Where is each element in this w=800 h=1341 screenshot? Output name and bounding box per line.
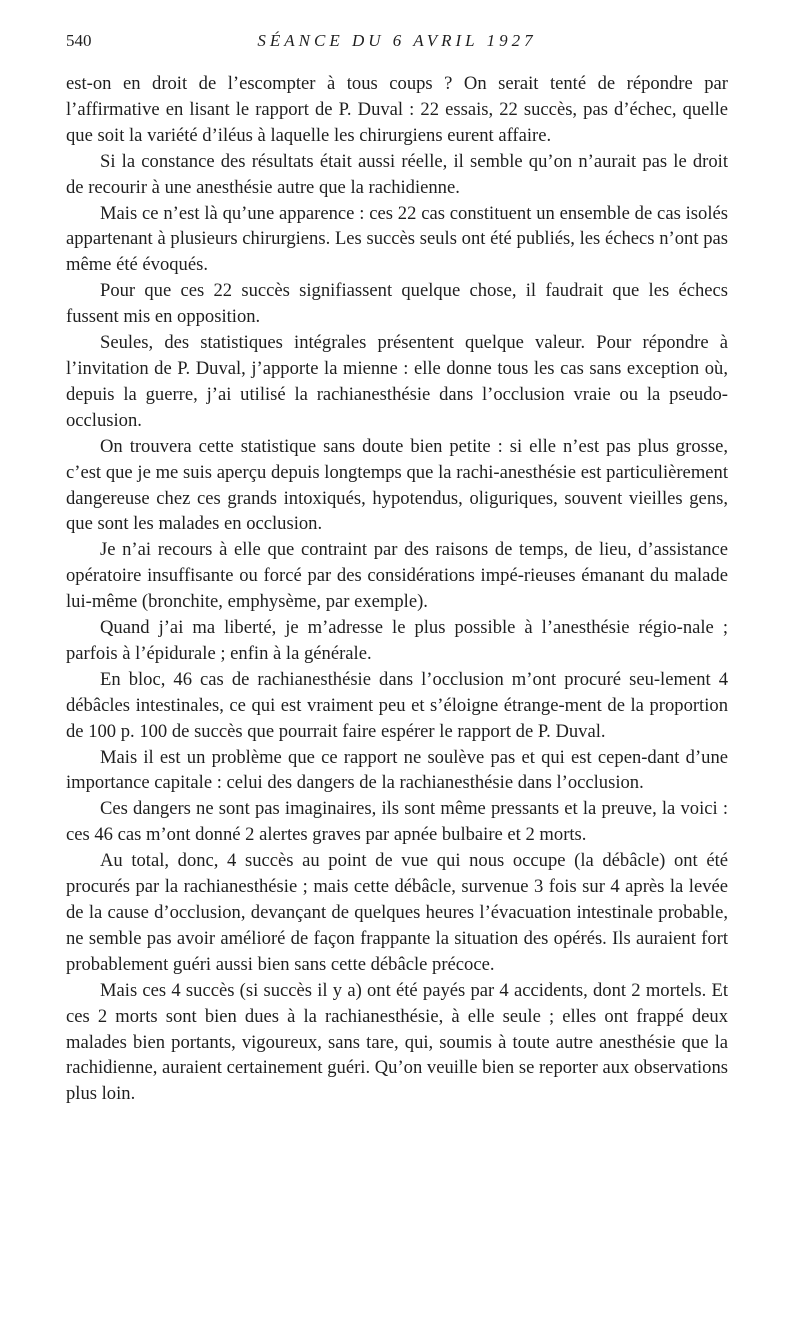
paragraph: Si la constance des résultats était aussi réelle, il semble qu’on n’aurait pas le droit de recourir à une anesthésie autre que la rachidienne. bbox=[66, 150, 728, 198]
page-header bbox=[66, 29, 728, 53]
paragraph-continuation: est-on en droit de l’escompter à tous coups ? On serait tenté de répondre par l’affirmative en lisant le rapport de P. Duval : 22 essais, 22 succès, pas d’échec, quelle que soit la variété d’iléus à laquelle les chirurgiens eurent affaire. bbox=[66, 73, 728, 146]
page-number: 540 bbox=[66, 31, 92, 50]
page bbox=[66, 0, 728, 1341]
paragraph: En bloc, 46 cas de rachianesthésie dans l’occlusion m’ont procuré seu-lement 4 débâcles intestinales, ce qui est vraiment peu et s’éloigne étrange-ment de la proportion de 100 p. 100 de succès que pourrait faire espérer le rapport de P. Duval. bbox=[66, 668, 728, 742]
paragraph: Quand j’ai ma liberté, je m’adresse le plus possible à l’anesthésie régio-nale ; parfois à l’épidurale ; enfin à la générale. bbox=[66, 617, 728, 664]
paragraph: Mais il est un problème que ce rapport ne soulève pas et qui est cepen-dant d’une importance capitale : celui des dangers de la rachianesthésie dans l’occlusion. bbox=[66, 746, 728, 794]
running-title: SÉANCE DU 6 AVRIL 1927 bbox=[257, 31, 537, 50]
paragraph: Mais ce n’est là qu’une apparence : ces 22 cas constituent un ensemble de cas isolés appartenant à plusieurs chirurgiens. Les succès seuls ont été publiés, les échecs n’ont pas même été évoqués. bbox=[66, 202, 728, 276]
paragraph: On trouvera cette statistique sans doute bien petite : si elle n’est pas plus grosse, c’est que je me suis aperçu depuis longtemps que la rachi-anesthésie est particulièrement dangereuse chez ces grands intoxiqués, hypotendus, oliguriques, souvent vieilles gens, que sont les malades en occlusion. bbox=[66, 435, 728, 535]
paragraph: Pour que ces 22 succès signifiassent quelque chose, il faudrait que les échecs fussent mis en opposition. bbox=[66, 280, 728, 328]
paragraph: Je n’ai recours à elle que contraint par des raisons de temps, de lieu, d’assistance opératoire insuffisante ou forcé par des considérations impé-rieuses émanant du malade lui-même (bronchite, emphysème, par exemple). bbox=[66, 539, 728, 613]
body-text bbox=[66, 71, 728, 1107]
paragraph: Seules, des statistiques intégrales présentent quelque valeur. Pour répondre à l’invitation de P. Duval, j’apporte la mienne : elle donne tous les cas sans exception où, depuis la guerre, j’ai utilisé la rachianesthésie dans l’occlusion vraie ou la pseudo-occlusion. bbox=[66, 332, 728, 431]
paragraph: Ces dangers ne sont pas imaginaires, ils sont même pressants et la preuve, la voici : ces 46 cas m’ont donné 2 alertes graves par apnée bulbaire et 2 morts. bbox=[66, 798, 728, 846]
paragraph: Au total, donc, 4 succès au point de vue qui nous occupe (la débâcle) ont été procurés par la rachianesthésie ; mais cette débâcle, survenue 3 fois sur 4 après la levée de la cause d’occlusion, devançant de quelques heures l’évacuation intestinale probable, ne semble pas avoir amélioré de façon frappante la situation des opérés. Ils auraient fort probablement guéri aussi bien sans cette débâcle précoce. bbox=[66, 850, 728, 975]
paragraph: Mais ces 4 succès (si succès il y a) ont été payés par 4 accidents, dont 2 mortels. Et ces 2 morts sont bien dues à la rachianesthésie, à elle seule ; elles ont frappé deux malades bien portants, vigoureux, sans tare, qui, soumis à toute autre anesthésie que la rachidienne, auraient certainement guéri. Qu’on veuille bien se reporter aux observations plus loin. bbox=[66, 979, 728, 1105]
